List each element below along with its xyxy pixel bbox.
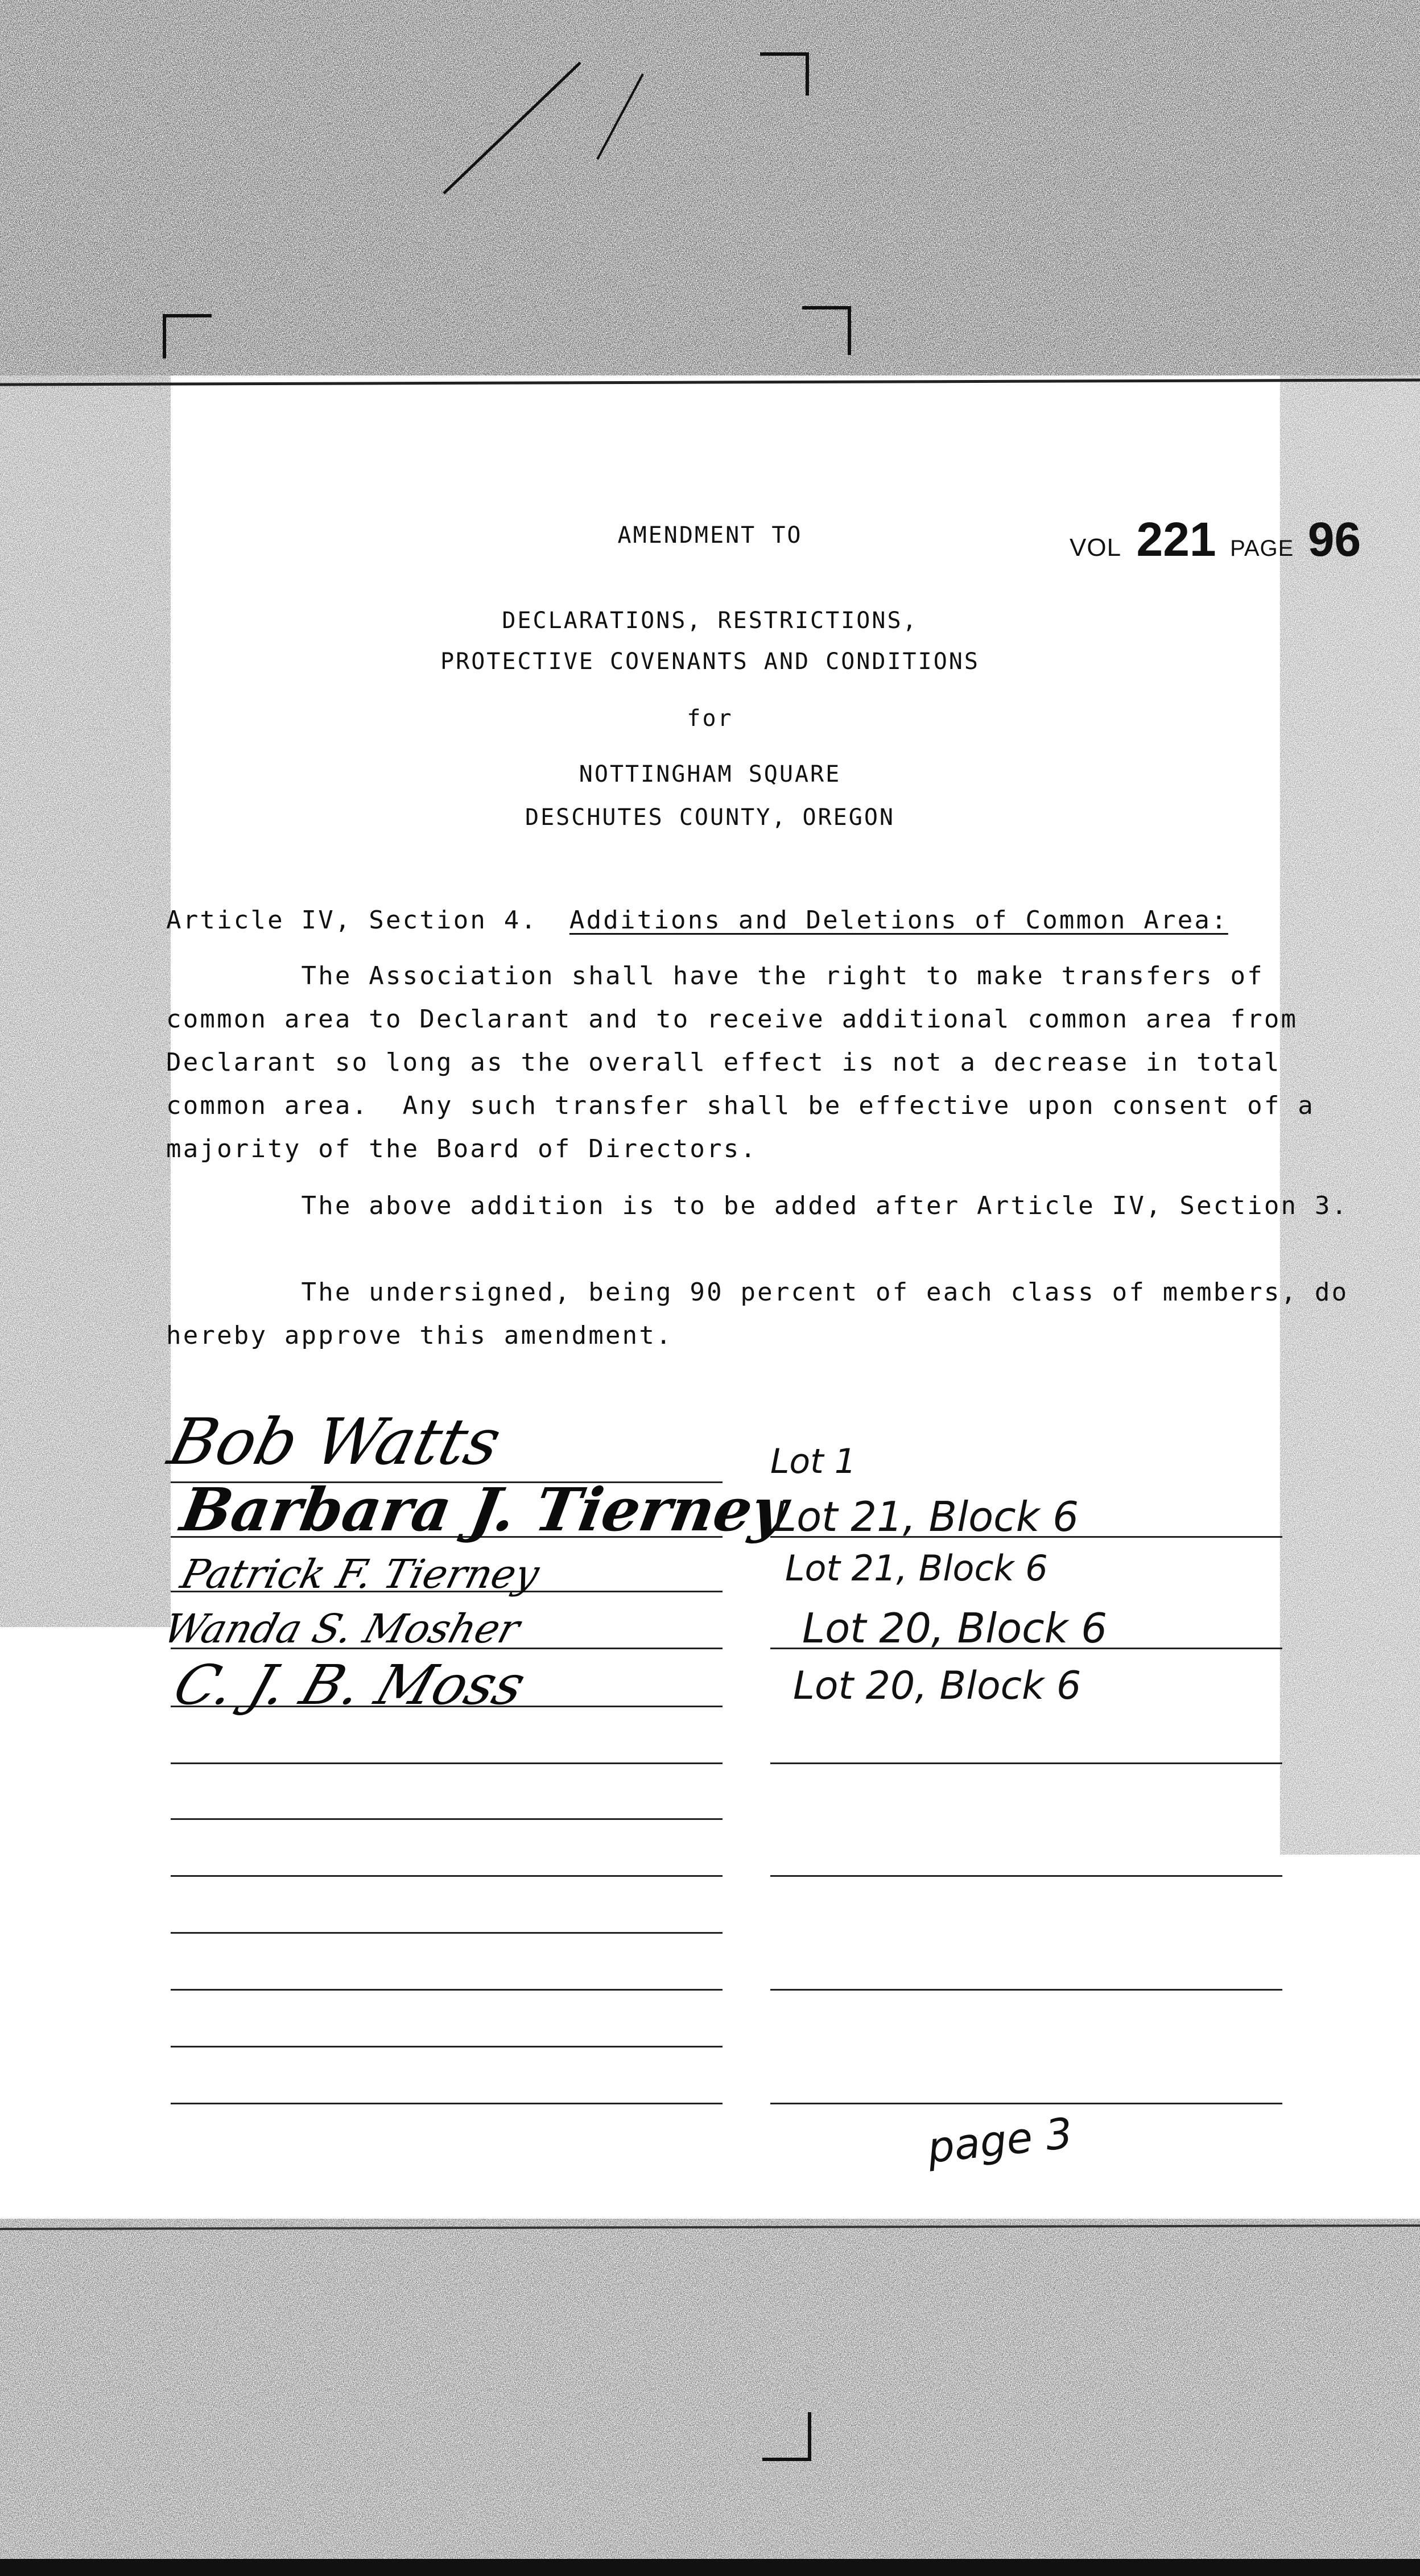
vol-number: 221 bbox=[1136, 513, 1216, 566]
lot-entry-2: Lot 21, Block 6 bbox=[774, 1493, 1079, 1541]
paragraph-line-5: majority of the Board of Directors. bbox=[166, 1134, 758, 1163]
lot-line bbox=[770, 1875, 1282, 1877]
lot-entry-4: Lot 20, Block 6 bbox=[802, 1604, 1108, 1652]
signature-line bbox=[171, 1989, 723, 1991]
crop-mark-top-right bbox=[760, 52, 809, 96]
paragraph-line-2: common area to Declarant and to receive additional common area from bbox=[166, 1005, 1298, 1034]
signature-5: C. J. B. Moss bbox=[166, 1653, 534, 1717]
paragraph-line-1: The Association shall have the right to make transfers of bbox=[166, 961, 1264, 990]
title-declarations: DECLARATIONS, RESTRICTIONS, bbox=[502, 608, 918, 634]
article-title: Additions and Deletions of Common Area: bbox=[569, 906, 1228, 935]
lot-entry-1: Lot 1 bbox=[770, 1442, 856, 1481]
signature-line bbox=[171, 2103, 723, 2104]
page-number: 96 bbox=[1307, 513, 1361, 566]
vol-label: VOL bbox=[1070, 534, 1122, 562]
title-county: DESCHUTES COUNTY, OREGON bbox=[525, 804, 895, 831]
title-covenants: PROTECTIVE COVENANTS AND CONDITIONS bbox=[440, 649, 980, 675]
lot-line bbox=[770, 1762, 1282, 1764]
lot-line bbox=[770, 2103, 1282, 2104]
article-label: Article IV, Section 4. bbox=[166, 906, 538, 935]
signature-line bbox=[171, 1875, 723, 1877]
signature-line bbox=[171, 1818, 723, 1820]
signature-line bbox=[171, 1932, 723, 1934]
title-amendment-to: AMENDMENT TO bbox=[617, 522, 803, 548]
paragraph-line-4: common area. Any such transfer shall be effective upon consent of a bbox=[166, 1091, 1315, 1120]
approval-line-1: The undersigned, being 90 percent of each class of members, do bbox=[166, 1278, 1349, 1307]
page-label: PAGE bbox=[1230, 536, 1294, 561]
signature-4: Wanda S. Mosher bbox=[158, 1605, 525, 1652]
crop-mark-right bbox=[802, 306, 851, 355]
lot-entry-3: Lot 21, Block 6 bbox=[785, 1547, 1048, 1589]
signature-3: Patrick F. Tierney bbox=[176, 1551, 544, 1597]
paragraph-line-3: Declarant so long as the overall effect is not a decrease in total bbox=[166, 1048, 1281, 1077]
title-for: for bbox=[687, 705, 733, 732]
signature-line bbox=[171, 2046, 723, 2047]
signature-1: Bob Watts bbox=[161, 1405, 508, 1479]
lot-line bbox=[770, 1989, 1282, 1991]
page-note: page 3 bbox=[925, 2108, 1075, 2173]
signature-2: Barbara J. Tierney bbox=[176, 1475, 793, 1545]
addition-note: The above addition is to be added after Article IV, Section 3. bbox=[166, 1191, 1349, 1220]
crop-mark-left bbox=[163, 314, 212, 358]
approval-line-2: hereby approve this amendment. bbox=[166, 1321, 673, 1350]
crop-mark-bottom bbox=[762, 2412, 811, 2461]
article-heading bbox=[166, 906, 1228, 935]
volume-page-stamp bbox=[1070, 512, 1361, 567]
signature-line bbox=[171, 1762, 723, 1764]
lot-entry-5: Lot 20, Block 6 bbox=[793, 1663, 1081, 1708]
title-subdivision: NOTTINGHAM SQUARE bbox=[579, 761, 841, 787]
